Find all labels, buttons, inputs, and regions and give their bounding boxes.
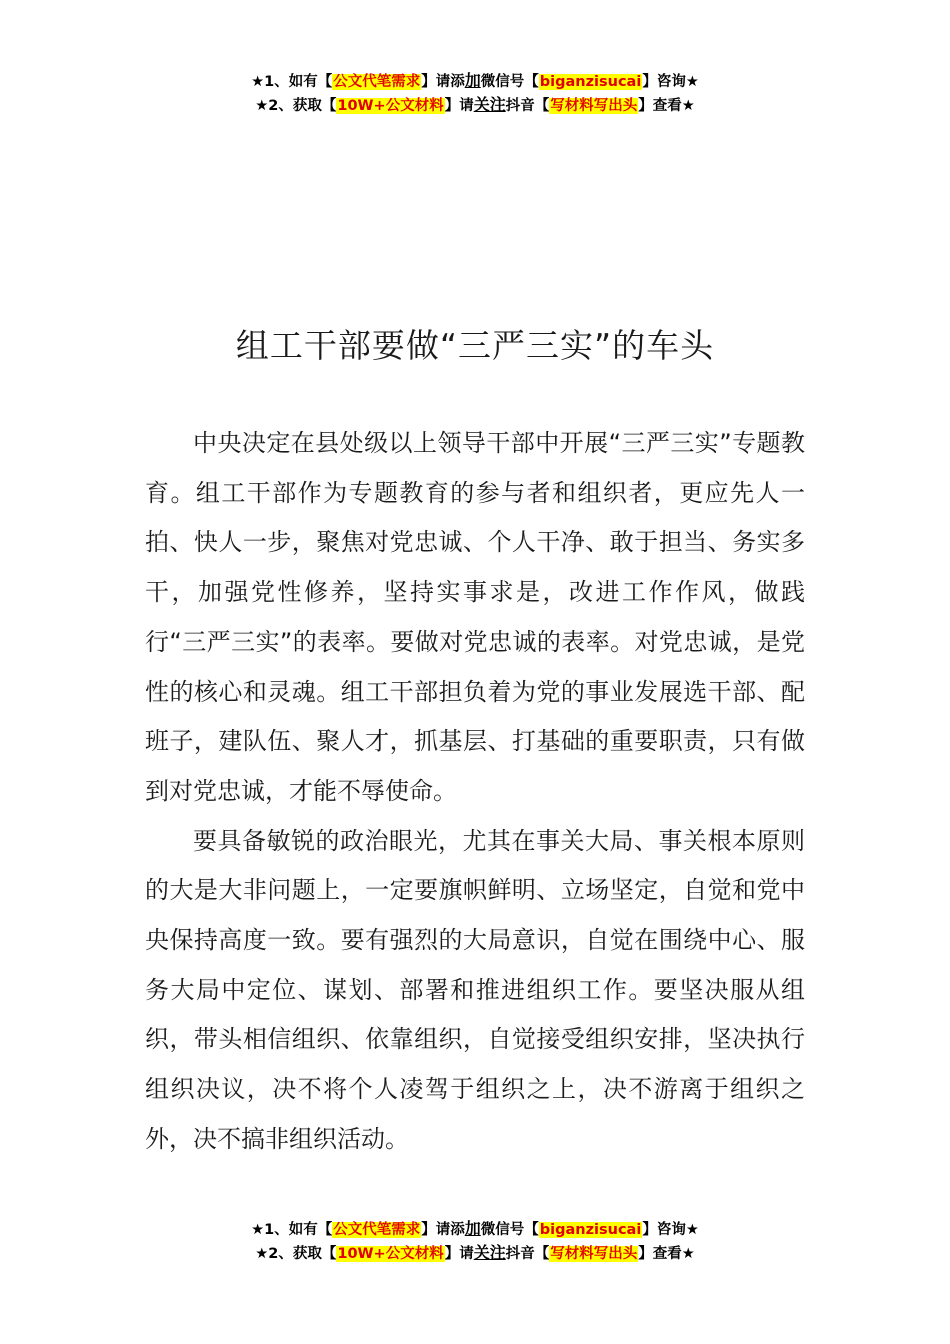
header-line-1-text: 】请添 <box>421 74 465 90</box>
header-highlight-materials: 10W+公文材料 <box>337 98 444 114</box>
footer-banner <box>0 1217 950 1265</box>
footer-line-1-suffix: 】咨询★ <box>642 1222 699 1238</box>
footer-line-1-wechat-label: 微信号【 <box>480 1222 539 1238</box>
footer-line-2 <box>0 1241 950 1265</box>
footer-highlight-writing-service: 公文代笔需求 <box>333 1222 421 1238</box>
header-line-2-text: 】请 <box>444 98 474 114</box>
footer-highlight-wechat-id: biganzisucai <box>539 1222 642 1238</box>
header-banner <box>0 69 950 117</box>
document-body <box>145 419 805 1165</box>
footer-line-2-prefix: ★2、获取【 <box>255 1246 337 1262</box>
footer-highlight-materials: 10W+公文材料 <box>337 1246 444 1262</box>
footer-underlined-add: 加 <box>464 1219 481 1238</box>
header-highlight-douyin-account: 写材料写出头 <box>550 98 638 114</box>
footer-line-1-prefix: ★1、如有【 <box>251 1222 333 1238</box>
footer-line-2-douyin-label: 抖音【 <box>505 1246 550 1262</box>
body-paragraph: 要具备敏锐的政治眼光，尤其在事关大局、事关根本原则的大是大非问题上，一定要旗帜鲜明、立场坚定，自觉和党中央保持高度一致。要有强烈的大局意识，自觉在围绕中心、服务大局中定位、谋划、部署和推进组织工作。要坚决服从组织，带头相信组织、依靠组织，自觉接受组织安排，坚决执行组织决议，决不将个人凌驾于组织之上，决不游离于组织之外，决不搞非组织活动。 <box>145 826 805 1153</box>
footer-line-1 <box>0 1217 950 1241</box>
footer-line-2-suffix: 】查看★ <box>638 1246 695 1262</box>
header-underlined-add: 加 <box>464 71 481 90</box>
header-line-2-douyin-label: 抖音【 <box>505 98 550 114</box>
header-line-2-suffix: 】查看★ <box>638 98 695 114</box>
header-highlight-wechat-id: biganzisucai <box>539 74 642 90</box>
footer-underlined-follow: 关注 <box>473 1243 506 1262</box>
header-highlight-writing-service: 公文代笔需求 <box>333 74 421 90</box>
header-line-1 <box>0 69 950 93</box>
header-line-1-wechat-label: 微信号【 <box>480 74 539 90</box>
footer-line-2-text: 】请 <box>444 1246 474 1262</box>
header-line-2 <box>0 93 950 117</box>
header-line-2-prefix: ★2、获取【 <box>255 98 337 114</box>
footer-highlight-douyin-account: 写材料写出头 <box>550 1246 638 1262</box>
document-title: 组工干部要做“三严三实”的车头 <box>235 326 715 365</box>
header-underlined-follow: 关注 <box>473 95 506 114</box>
footer-line-1-text: 】请添 <box>421 1222 465 1238</box>
header-line-1-prefix: ★1、如有【 <box>251 74 333 90</box>
body-paragraph: 中央决定在县处级以上领导干部中开展“三严三实”专题教育。组工干部作为专题教育的参与者和组织者，更应先人一拍、快人一步，聚焦对党忠诚、个人干净、敢于担当、务实多干，加强党性修养，坚持实事求是，改进工作作风，做践行“三严三实”的表率。要做对党忠诚的表率。对党忠诚，是党性的核心和灵魂。组工干部担负着为党的事业发展选干部、配班子，建队伍、聚人才，抓基层、打基础的重要职责，只有做到对党忠诚，才能不辱使命。 <box>145 429 805 805</box>
header-line-1-suffix: 】咨询★ <box>642 74 699 90</box>
